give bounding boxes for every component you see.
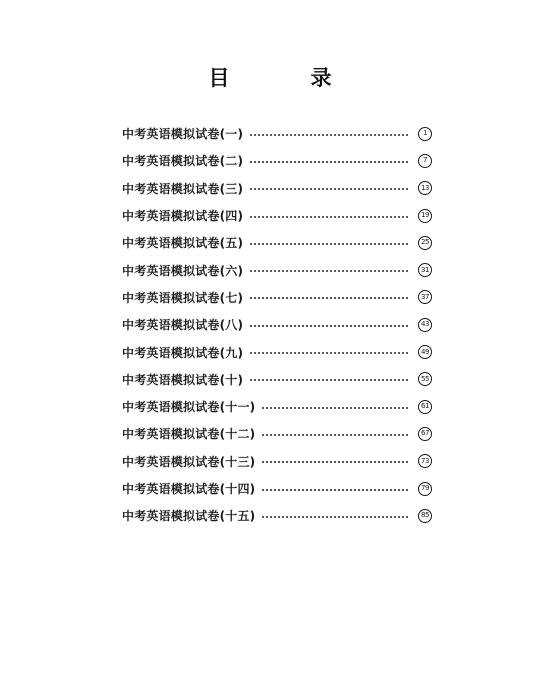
toc-entry[interactable] [122,175,432,202]
toc-entry-label: 中考英语模拟试卷(二) [122,154,244,169]
toc-entry-page-number: 85 [418,509,432,523]
toc-entry[interactable] [122,120,432,147]
toc-entry-label: 中考英语模拟试卷(七) [122,290,244,305]
toc-entry-page-number: 31 [418,263,432,277]
page-title: 目 录 [208,66,362,90]
dot-leader [249,379,408,381]
dot-leader [249,188,408,190]
toc-entry-page-number: 43 [418,318,432,332]
dot-leader [261,407,408,409]
toc-entry-label: 中考英语模拟试卷(十三) [122,454,256,469]
toc-entry-page-number: 49 [418,345,432,359]
toc-entry[interactable] [122,229,432,256]
toc-entry-label: 中考英语模拟试卷(十五) [122,509,256,524]
dot-leader [249,270,408,272]
toc-entry[interactable] [122,256,432,283]
toc-entry-label: 中考英语模拟试卷(十) [122,372,244,387]
toc-entry-page-number: 13 [418,181,432,195]
dot-leader [261,516,408,518]
toc-entry-label: 中考英语模拟试卷(十一) [122,400,256,415]
dot-leader [249,216,408,218]
toc-entry[interactable] [122,366,432,393]
toc-entry-page-number: 1 [418,127,432,141]
toc-entry-page-number: 19 [418,209,432,223]
toc-entry[interactable] [122,420,432,447]
toc-entry-page-number: 79 [418,482,432,496]
toc-entry-label: 中考英语模拟试卷(九) [122,345,244,360]
dot-leader [249,325,408,327]
toc-entry-label: 中考英语模拟试卷(三) [122,181,244,196]
toc-entry-page-number: 55 [418,372,432,386]
dot-leader [261,461,408,463]
toc-entry-label: 中考英语模拟试卷(五) [122,236,244,251]
toc-entry[interactable] [122,147,432,174]
toc-entry-page-number: 37 [418,290,432,304]
dot-leader [261,434,408,436]
dot-leader [249,134,408,136]
table-of-contents [122,120,432,529]
dot-leader [249,161,408,163]
dot-leader [249,297,408,299]
toc-entry[interactable] [122,202,432,229]
toc-entry[interactable] [122,393,432,420]
toc-entry-page-number: 61 [418,400,432,414]
toc-entry-page-number: 67 [418,427,432,441]
toc-entry[interactable] [122,311,432,338]
toc-entry-page-number: 73 [418,454,432,468]
dot-leader [261,489,408,491]
toc-entry-page-number: 7 [418,154,432,168]
toc-entry-label: 中考英语模拟试卷(十二) [122,427,256,442]
toc-entry[interactable] [122,448,432,475]
toc-entry-page-number: 25 [418,236,432,250]
toc-entry-label: 中考英语模拟试卷(四) [122,209,244,224]
toc-entry[interactable] [122,338,432,365]
dot-leader [249,243,408,245]
toc-entry[interactable] [122,284,432,311]
toc-entry-label: 中考英语模拟试卷(一) [122,127,244,142]
toc-entry-label: 中考英语模拟试卷(十四) [122,482,256,496]
toc-entry[interactable] [122,475,432,502]
dot-leader [249,352,408,354]
toc-entry-label: 中考英语模拟试卷(八) [122,318,244,333]
toc-entry-label: 中考英语模拟试卷(六) [122,263,244,278]
toc-entry[interactable] [122,502,432,529]
